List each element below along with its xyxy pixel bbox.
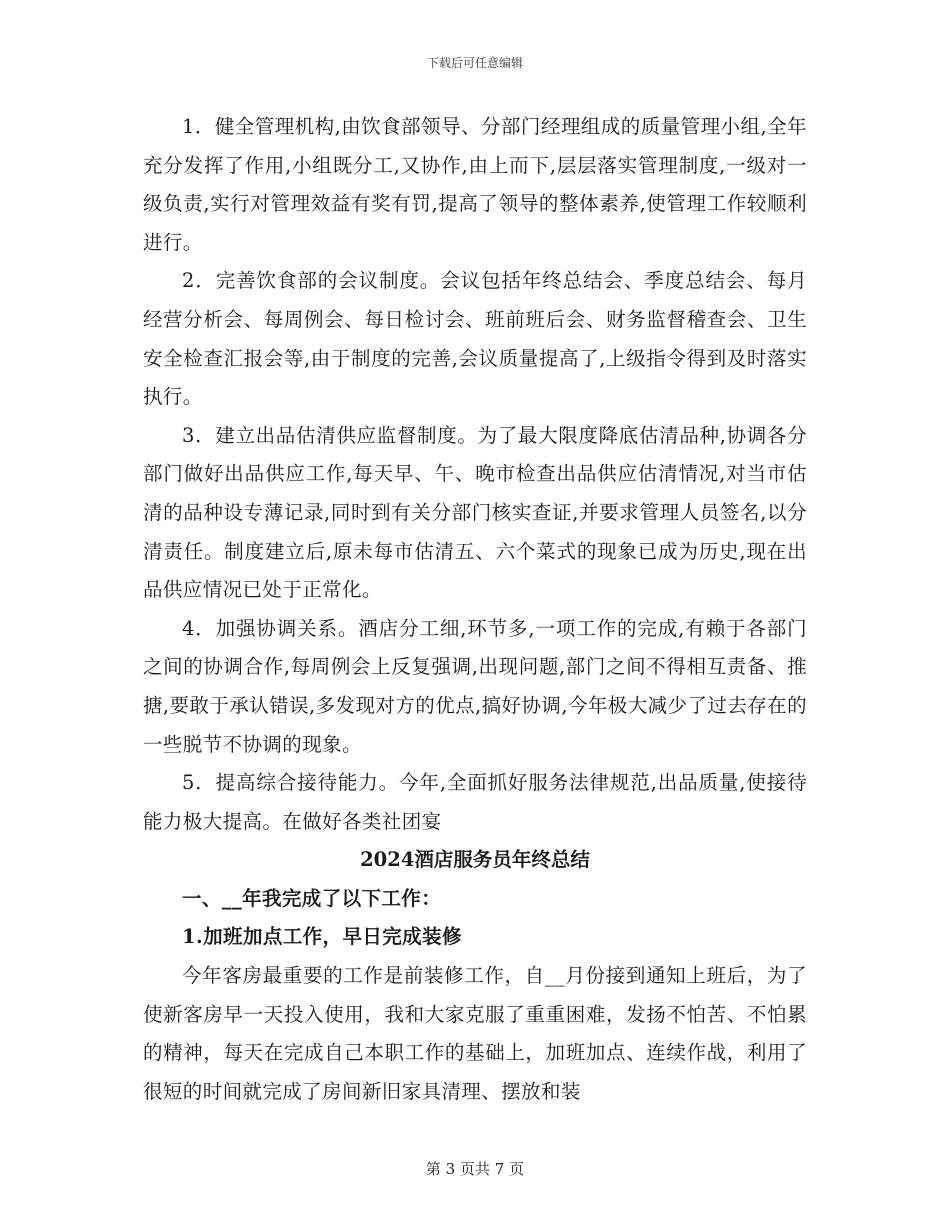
paragraph-2: 2．完善饮食部的会议制度。会议包括年终总结会、季度总结会、每月经营分析会、每周例会、每日检讨会、班前班后会、财务监督稽查会、卫生安全检查汇报会等,由于制度的完善,会议质量提高了,上级指令得到及时落实执行。 <box>143 269 807 409</box>
document-body <box>143 108 807 1111</box>
body-paragraph: 今年客房最重要的工作是前装修工作，自__月份接到通知上班后，为了使新客房早一天投入使用，我和大家克服了重重困难，发扬不怕苦、不怕累的精神，每天在完成自己本职工作的基础上，加班加点、连续作战，利用了很短的时间就完成了房间新旧家具清理、摆放和装 <box>143 964 807 1103</box>
paragraph-3: 3．建立出品估清供应监督制度。为了最大限度降底估清品种,协调各分部门做好出品供应工作,每天早、午、晚市检查出品供应估清情况,对当市估清的品种设专薄记录,同时到有关分部门核实查证,并要求管理人员签名,以分清责任。制度建立后,原未每市估清五、六个菜式的现象已成为历史,现在出品供应情况已处于正常化。 <box>143 423 807 602</box>
paragraph-1: 1．健全管理机构,由饮食部领导、分部门经理组成的质量管理小组,全年充分发挥了作用,小组既分工,又协作,由上而下,层层落实管理制度,一级对一级负责,实行对管理效益有奖有罚,提高了领导的整体素养,使管理工作较顺利进行。 <box>143 115 807 254</box>
page-header: 下载后可任意编辑 <box>426 56 523 70</box>
paragraph-5: 5．提高综合接待能力。今年,全面抓好服务法律规范,出品质量,使接待能力极大提高。在做好各类社团宴 <box>143 771 807 833</box>
document-title: 2024酒店服务员年终总结 <box>360 848 590 872</box>
sub-heading: 1.加班加点工作，早日完成装修 <box>182 925 462 949</box>
section-heading: 一、__年我完成了以下工作： <box>182 886 442 910</box>
paragraph-4: 4．加强协调关系。酒店分工细,环节多,一项工作的完成,有赖于各部门之间的协调合作,每周例会上反复强调,出现问题,部门之间不得相互责备、推搪,要敢于承认错误,多发现对方的优点,搞好协调,今年极大减少了过去存在的一些脱节不协调的现象。 <box>143 616 807 756</box>
page-footer: 第 3 页共 7 页 <box>425 1160 525 1178</box>
